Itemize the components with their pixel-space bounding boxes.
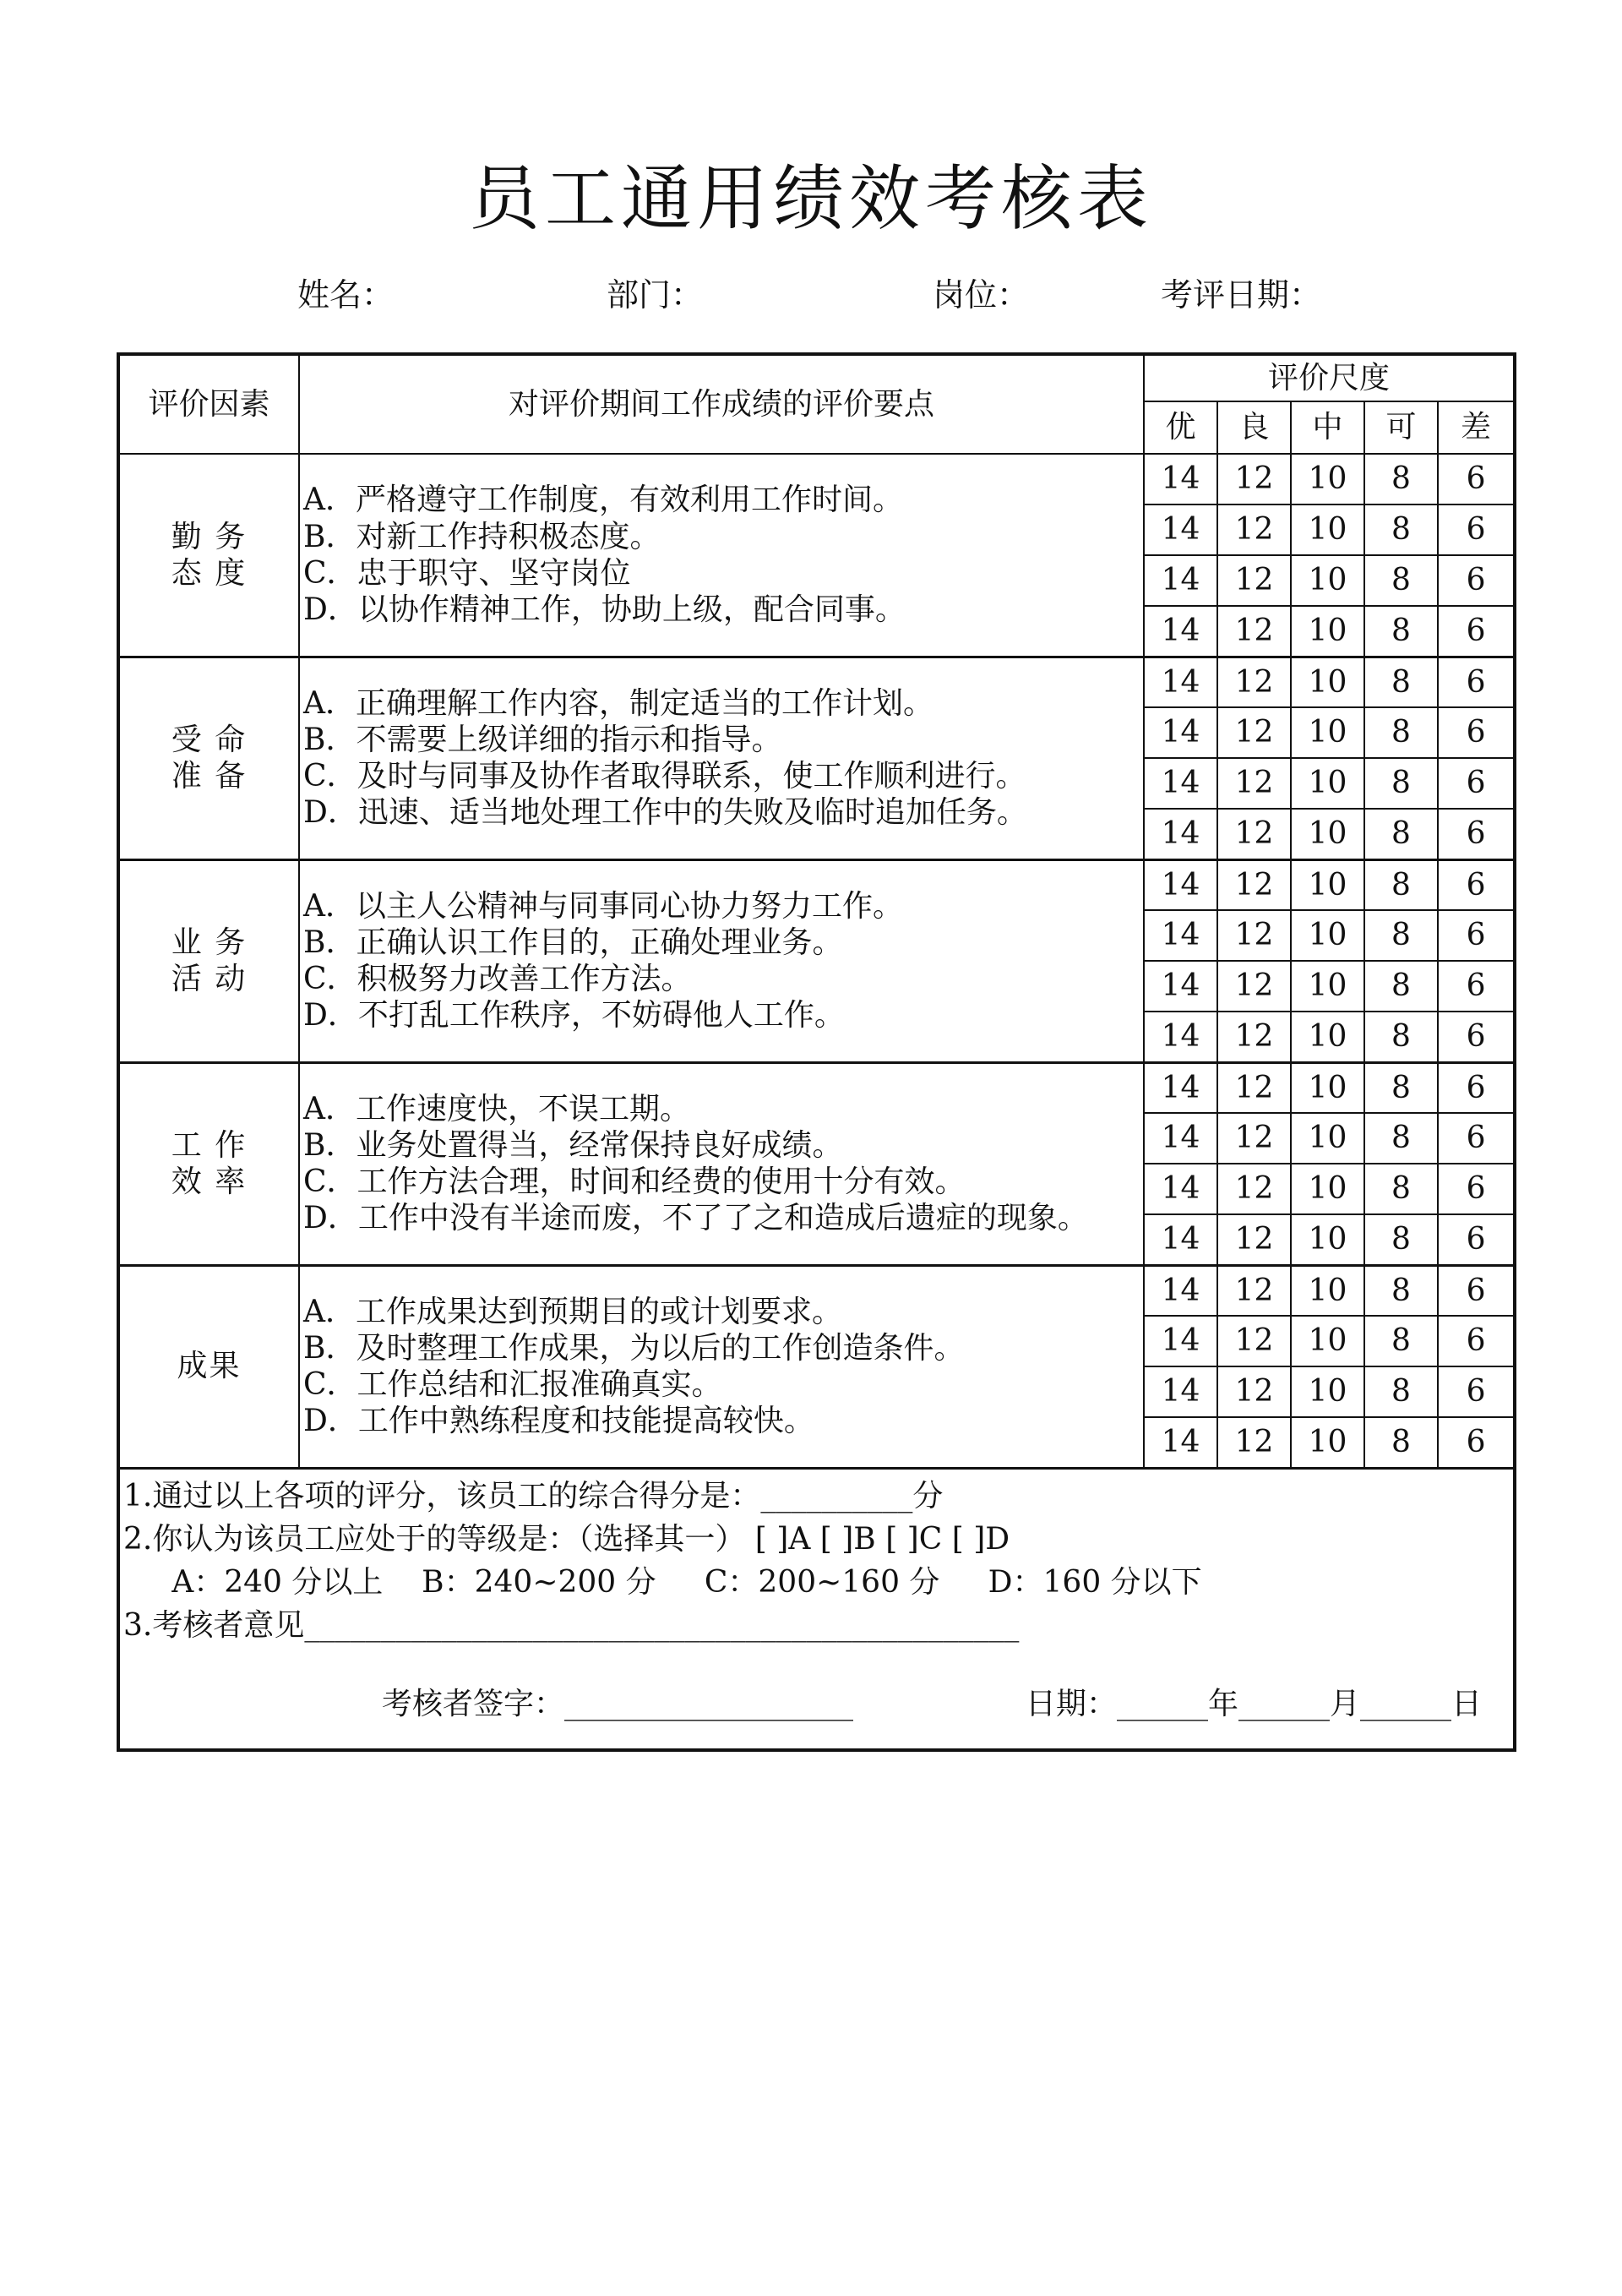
score-excellent[interactable]: 14: [1144, 707, 1217, 758]
evaluation-point: C．及时与同事及协作者取得联系，使工作顺利进行。: [303, 759, 1026, 794]
score-average[interactable]: 10: [1291, 606, 1364, 657]
evaluation-point: D．不打乱工作秩序，不妨碍他人工作。: [303, 998, 845, 1033]
score-average[interactable]: 10: [1291, 1214, 1364, 1265]
factor-cell: [118, 657, 299, 859]
factor-cell: [118, 1062, 299, 1265]
factor-cell: [118, 1265, 299, 1468]
score-average[interactable]: 10: [1291, 454, 1364, 504]
score-good[interactable]: 12: [1217, 504, 1291, 555]
score-excellent[interactable]: 14: [1144, 1316, 1217, 1366]
points-cell: [299, 1265, 1144, 1468]
score-fair[interactable]: 8: [1364, 1316, 1438, 1366]
score-average[interactable]: 10: [1291, 1164, 1364, 1214]
score-fair[interactable]: 8: [1364, 1062, 1438, 1113]
score-excellent[interactable]: 14: [1144, 910, 1217, 961]
score-poor[interactable]: 6: [1438, 1012, 1515, 1062]
score-poor[interactable]: 6: [1438, 961, 1515, 1012]
reviewer-signature-field[interactable]: 考核者签字：___________________: [382, 1686, 854, 1721]
score-fair[interactable]: 8: [1364, 657, 1438, 707]
score-average[interactable]: 10: [1291, 1316, 1364, 1366]
score-fair[interactable]: 8: [1364, 1366, 1438, 1417]
score-good[interactable]: 12: [1217, 910, 1291, 961]
score-excellent[interactable]: 14: [1144, 1012, 1217, 1062]
score-average[interactable]: 10: [1291, 707, 1364, 758]
score-good[interactable]: 12: [1217, 1012, 1291, 1062]
score-excellent[interactable]: 14: [1144, 657, 1217, 707]
score-poor[interactable]: 6: [1438, 1316, 1515, 1366]
score-good[interactable]: 12: [1217, 1366, 1291, 1417]
header-factor: 评价因素: [118, 354, 299, 454]
score-average[interactable]: 10: [1291, 555, 1364, 606]
score-excellent[interactable]: 14: [1144, 454, 1217, 504]
evaluation-point: D．工作中没有半途而废，不了了之和造成后遗症的现象。: [303, 1201, 1088, 1236]
evaluation-point: C．工作方法合理，时间和经费的使用十分有效。: [303, 1164, 966, 1199]
evaluation-point: A．严格遵守工作制度，有效利用工作时间。: [303, 483, 903, 518]
score-fair[interactable]: 8: [1364, 859, 1438, 910]
score-excellent[interactable]: 14: [1144, 1366, 1217, 1417]
factor-label: 成果: [177, 1349, 242, 1384]
score-poor[interactable]: 6: [1438, 1265, 1515, 1316]
score-fair[interactable]: 8: [1364, 1113, 1438, 1164]
grade-choice-line[interactable]: 2.你认为该员工应处于的等级是：（选择其一） [ ]A [ ]B [ ]C [ ]D: [123, 1521, 1010, 1557]
grade-poor: 差: [1438, 401, 1515, 454]
score-good[interactable]: 12: [1217, 961, 1291, 1012]
score-poor[interactable]: 6: [1438, 504, 1515, 555]
score-poor[interactable]: 6: [1438, 454, 1515, 504]
dept-label: 部门：: [607, 276, 704, 314]
score-good[interactable]: 12: [1217, 454, 1291, 504]
evaluation-point: B．业务处置得当，经常保持良好成绩。: [303, 1127, 843, 1163]
score-poor[interactable]: 6: [1438, 657, 1515, 707]
factor-cell: [118, 859, 299, 1062]
factor-label: 效 率: [171, 1164, 248, 1199]
score-good[interactable]: 12: [1217, 707, 1291, 758]
score-average[interactable]: 10: [1291, 1417, 1364, 1468]
score-good[interactable]: 12: [1217, 1417, 1291, 1468]
score-fair[interactable]: 8: [1364, 809, 1438, 859]
evaluation-point: B．正确认识工作目的，正确处理业务。: [303, 924, 843, 960]
score-fair[interactable]: 8: [1364, 1214, 1438, 1265]
evaluation-point: B．不需要上级详细的指示和指导。: [303, 722, 782, 757]
score-average[interactable]: 10: [1291, 809, 1364, 859]
score-excellent[interactable]: 14: [1144, 1214, 1217, 1265]
score-good[interactable]: 12: [1217, 859, 1291, 910]
score-poor[interactable]: 6: [1438, 606, 1515, 657]
header-scale: 评价尺度: [1144, 354, 1515, 401]
evaluation-point: B．对新工作持积极态度。: [303, 519, 661, 554]
score-excellent[interactable]: 14: [1144, 606, 1217, 657]
score-average[interactable]: 10: [1291, 1012, 1364, 1062]
factor-label: 业 务: [171, 924, 248, 960]
evaluation-point: C．工作总结和汇报准确真实。: [303, 1367, 722, 1402]
points-cell: [299, 859, 1144, 1062]
summary-cell: [118, 1468, 1515, 1750]
score-excellent[interactable]: 14: [1144, 555, 1217, 606]
score-good[interactable]: 12: [1217, 758, 1291, 809]
score-excellent[interactable]: 14: [1144, 1265, 1217, 1316]
evaluation-point: A．正确理解工作内容，制定适当的工作计划。: [303, 685, 933, 721]
form-title: 员工通用绩效考核表: [468, 157, 1153, 240]
evaluation-point: A．以主人公精神与同事同心协力努力工作。: [303, 888, 903, 924]
score-fair[interactable]: 8: [1364, 606, 1438, 657]
score-average[interactable]: 10: [1291, 910, 1364, 961]
factor-label: 准 备: [171, 759, 248, 794]
evaluation-point: D．以协作精神工作，协助上级，配合同事。: [303, 592, 906, 627]
score-excellent[interactable]: 14: [1144, 809, 1217, 859]
score-good[interactable]: 12: [1217, 1062, 1291, 1113]
appraisal-table: [117, 352, 1516, 1752]
evaluation-point: A．工作速度快，不误工期。: [303, 1091, 690, 1126]
score-fair[interactable]: 8: [1364, 1265, 1438, 1316]
score-good[interactable]: 12: [1217, 1265, 1291, 1316]
evaluation-point: C．积极努力改善工作方法。: [303, 962, 692, 996]
score-poor[interactable]: 6: [1438, 1062, 1515, 1113]
factor-label: 勤 务: [171, 519, 248, 554]
score-excellent[interactable]: 14: [1144, 758, 1217, 809]
score-good[interactable]: 12: [1217, 555, 1291, 606]
score-poor[interactable]: 6: [1438, 1417, 1515, 1468]
score-excellent[interactable]: 14: [1144, 1113, 1217, 1164]
position-label: 岗位：: [933, 276, 1030, 314]
score-fair[interactable]: 8: [1364, 555, 1438, 606]
score-poor[interactable]: 6: [1438, 859, 1515, 910]
score-average[interactable]: 10: [1291, 504, 1364, 555]
score-average[interactable]: 10: [1291, 1366, 1364, 1417]
table-row: [118, 859, 1515, 910]
score-average[interactable]: 10: [1291, 1113, 1364, 1164]
review-date-label: 考评日期：: [1161, 276, 1322, 314]
score-excellent[interactable]: 14: [1144, 1062, 1217, 1113]
score-poor[interactable]: 6: [1438, 758, 1515, 809]
score-fair[interactable]: 8: [1364, 758, 1438, 809]
score-poor[interactable]: 6: [1438, 555, 1515, 606]
evaluation-point: B．及时整理工作成果，为以后的工作创造条件。: [303, 1330, 965, 1366]
grade-ranges-line: A：240 分以上 B：240~200 分 C：200~160 分 D：160 分以下: [123, 1564, 1202, 1600]
factor-label: 工 作: [171, 1127, 248, 1163]
table-row: [118, 1062, 1515, 1113]
name-label: 姓名：: [297, 276, 395, 314]
score-poor[interactable]: 6: [1438, 1164, 1515, 1214]
grade-average: 中: [1291, 401, 1364, 454]
score-average[interactable]: 10: [1291, 1265, 1364, 1316]
evaluation-point: D．工作中熟练程度和技能提高较快。: [303, 1404, 814, 1439]
table-row: [118, 1265, 1515, 1316]
score-excellent[interactable]: 14: [1144, 1417, 1217, 1468]
score-poor[interactable]: 6: [1438, 1366, 1515, 1417]
factor-label: 活 动: [171, 962, 248, 996]
score-fair[interactable]: 8: [1364, 1012, 1438, 1062]
score-good[interactable]: 12: [1217, 1214, 1291, 1265]
score-fair[interactable]: 8: [1364, 504, 1438, 555]
grade-excellent: 优: [1144, 401, 1217, 454]
score-good[interactable]: 12: [1217, 1113, 1291, 1164]
score-fair[interactable]: 8: [1364, 961, 1438, 1012]
evaluation-point: A．工作成果达到预期目的或计划要求。: [303, 1294, 842, 1329]
score-excellent[interactable]: 14: [1144, 1164, 1217, 1214]
score-poor[interactable]: 6: [1438, 910, 1515, 961]
score-poor[interactable]: 6: [1438, 707, 1515, 758]
score-excellent[interactable]: 14: [1144, 961, 1217, 1012]
score-average[interactable]: 10: [1291, 758, 1364, 809]
score-good[interactable]: 12: [1217, 1164, 1291, 1214]
total-score-line[interactable]: 1.通过以上各项的评分，该员工的综合得分是：__________分: [123, 1478, 944, 1513]
score-fair[interactable]: 8: [1364, 1164, 1438, 1214]
score-good[interactable]: 12: [1217, 1316, 1291, 1366]
points-cell: [299, 454, 1144, 657]
summary-row: [118, 1468, 1515, 1750]
grade-good: 良: [1217, 401, 1291, 454]
score-average[interactable]: 10: [1291, 657, 1364, 707]
evaluation-point: C．忠于职守、坚守岗位: [303, 555, 631, 591]
score-good[interactable]: 12: [1217, 809, 1291, 859]
signature-date-field[interactable]: 日期：______年______月______日: [1026, 1686, 1483, 1721]
score-fair[interactable]: 8: [1364, 707, 1438, 758]
header-points: 对评价期间工作成绩的评价要点: [299, 354, 1144, 454]
factor-label: 态 度: [171, 555, 248, 591]
score-fair[interactable]: 8: [1364, 910, 1438, 961]
points-cell: [299, 1062, 1144, 1265]
score-poor[interactable]: 6: [1438, 1214, 1515, 1265]
score-average[interactable]: 10: [1291, 859, 1364, 910]
factor-cell: [118, 454, 299, 657]
score-poor[interactable]: 6: [1438, 809, 1515, 859]
score-average[interactable]: 10: [1291, 1062, 1364, 1113]
score-excellent[interactable]: 14: [1144, 504, 1217, 555]
score-excellent[interactable]: 14: [1144, 859, 1217, 910]
points-cell: [299, 657, 1144, 859]
score-poor[interactable]: 6: [1438, 1113, 1515, 1164]
score-fair[interactable]: 8: [1364, 454, 1438, 504]
grade-fair: 可: [1364, 401, 1438, 454]
score-fair[interactable]: 8: [1364, 1417, 1438, 1468]
reviewer-comment-line[interactable]: 3.考核者意见_______________________________________________: [123, 1607, 1020, 1643]
score-average[interactable]: 10: [1291, 961, 1364, 1012]
factor-label: 受 命: [171, 722, 248, 757]
signature-row: [123, 1647, 1513, 1740]
table-row: [118, 454, 1515, 504]
table-row: [118, 657, 1515, 707]
evaluation-point: D．迅速、适当地处理工作中的失败及临时追加任务。: [303, 795, 1027, 831]
score-good[interactable]: 12: [1217, 657, 1291, 707]
score-good[interactable]: 12: [1217, 606, 1291, 657]
